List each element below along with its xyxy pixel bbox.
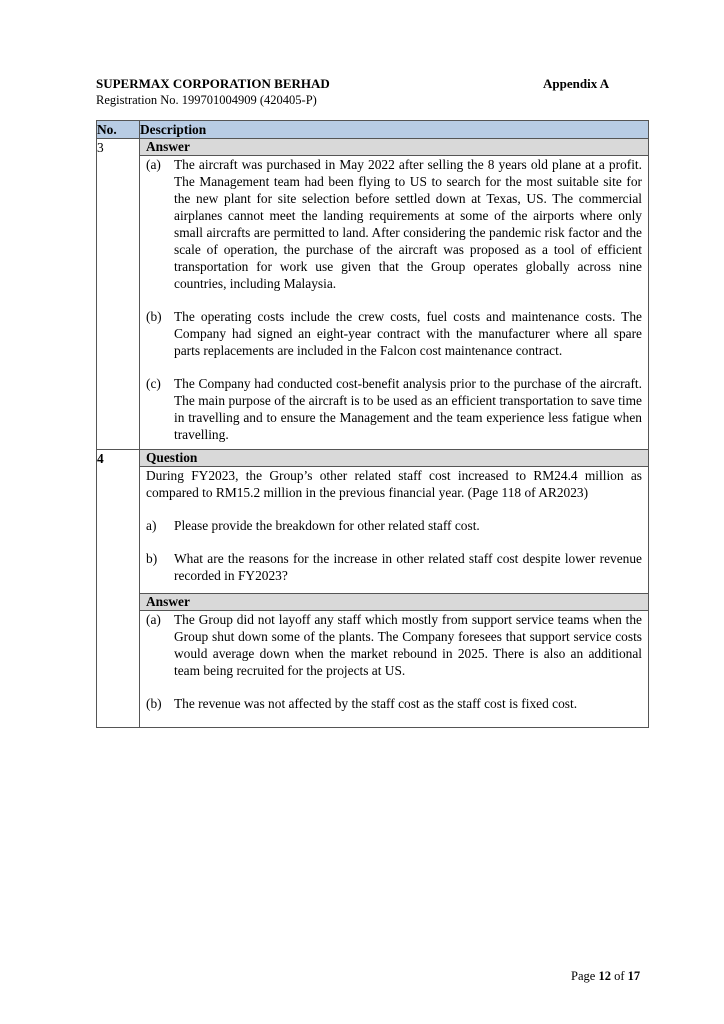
question-intro: During FY2023, the Group’s other related staff cost increased to RM24.4 million as compared to RM15.2 million in the previous financial year. (Page 118 of AR2023) (146, 468, 642, 500)
answer-heading: Answer (140, 594, 648, 611)
answer-text: The revenue was not affected by the staff cost as the staff cost is fixed cost. (174, 696, 578, 711)
answer-text: The aircraft was purchased in May 2022 after selling the 8 years old plane at a profit. The Management team had been flying to US to search for the most suitable site for the new plant for site selection before settled down at Texas, US. The commercial airplanes cannot meet the landing requirements at some of the airports where only small aircrafts are permitted to land. After considering the pandemic risk factor and the scale of operation, the purchase of the aircraft was proposed as a tool of efficient transportation for work use given that the Group operates globally across nine countries, including Malaysia. (174, 157, 642, 291)
row-number: 3 (97, 139, 140, 450)
question-text: What are the reasons for the increase in other related staff cost despite lower revenue recorded in FY2023? (174, 551, 642, 583)
answer-heading: Answer (140, 139, 648, 156)
question-item (146, 517, 642, 534)
question-label: b) (146, 551, 158, 566)
appendix-label: Appendix A (543, 76, 610, 91)
answer-item (146, 611, 642, 679)
company-name: SUPERMAX CORPORATION BERHAD (96, 76, 330, 91)
answer-label: (a) (146, 157, 161, 172)
answer-label: (a) (146, 612, 161, 627)
answer-block (140, 156, 648, 449)
row-description (140, 450, 649, 728)
page-footer (571, 969, 640, 984)
question-block (140, 467, 648, 594)
page-label: Page (571, 969, 596, 983)
answer-item (146, 375, 642, 443)
answer-block (140, 611, 648, 727)
table-row (97, 139, 649, 450)
answer-item (146, 695, 642, 712)
answer-text: The Company had conducted cost-benefit analysis prior to the purchase of the aircraft. The main purpose of the aircraft is to be used as an efficient transportation to save time in travelling and to ensure the Management and the team experience less fatigue when travelling. (174, 376, 642, 442)
page-total: 17 (627, 969, 641, 983)
question-label: a) (146, 518, 157, 533)
answer-item (146, 156, 642, 292)
answer-text: The operating costs include the crew costs, fuel costs and maintenance costs. The Company had signed an eight-year contract with the manufacturer where all spare parts replacements are included in the Falcon cost maintenance contract. (174, 309, 642, 358)
table-row (97, 450, 649, 728)
answer-text: The Group did not layoff any staff which mostly from support service teams when the Group shut down some of the plants. The Company foresees that support service costs would average down when the market rebound in 2025. There is also an additional team being recruited for the projects at US. (174, 612, 642, 678)
answer-label: (c) (146, 376, 161, 391)
question-heading: Question (140, 450, 648, 467)
column-header-no: No. (97, 121, 140, 139)
answer-item (146, 308, 642, 359)
row-number: 4 (97, 450, 140, 728)
table-header-row (97, 121, 649, 139)
question-item (146, 550, 642, 584)
page-current: 12 (598, 969, 611, 983)
column-header-description: Description (140, 121, 649, 139)
answer-label: (b) (146, 309, 162, 324)
question-text: Please provide the breakdown for other related staff cost. (174, 518, 480, 533)
page-of: of (614, 969, 625, 983)
registration-number: Registration No. 199701004909 (420405-P) (96, 93, 317, 107)
answer-label: (b) (146, 696, 162, 711)
qa-table (96, 120, 649, 728)
row-description (140, 139, 649, 450)
